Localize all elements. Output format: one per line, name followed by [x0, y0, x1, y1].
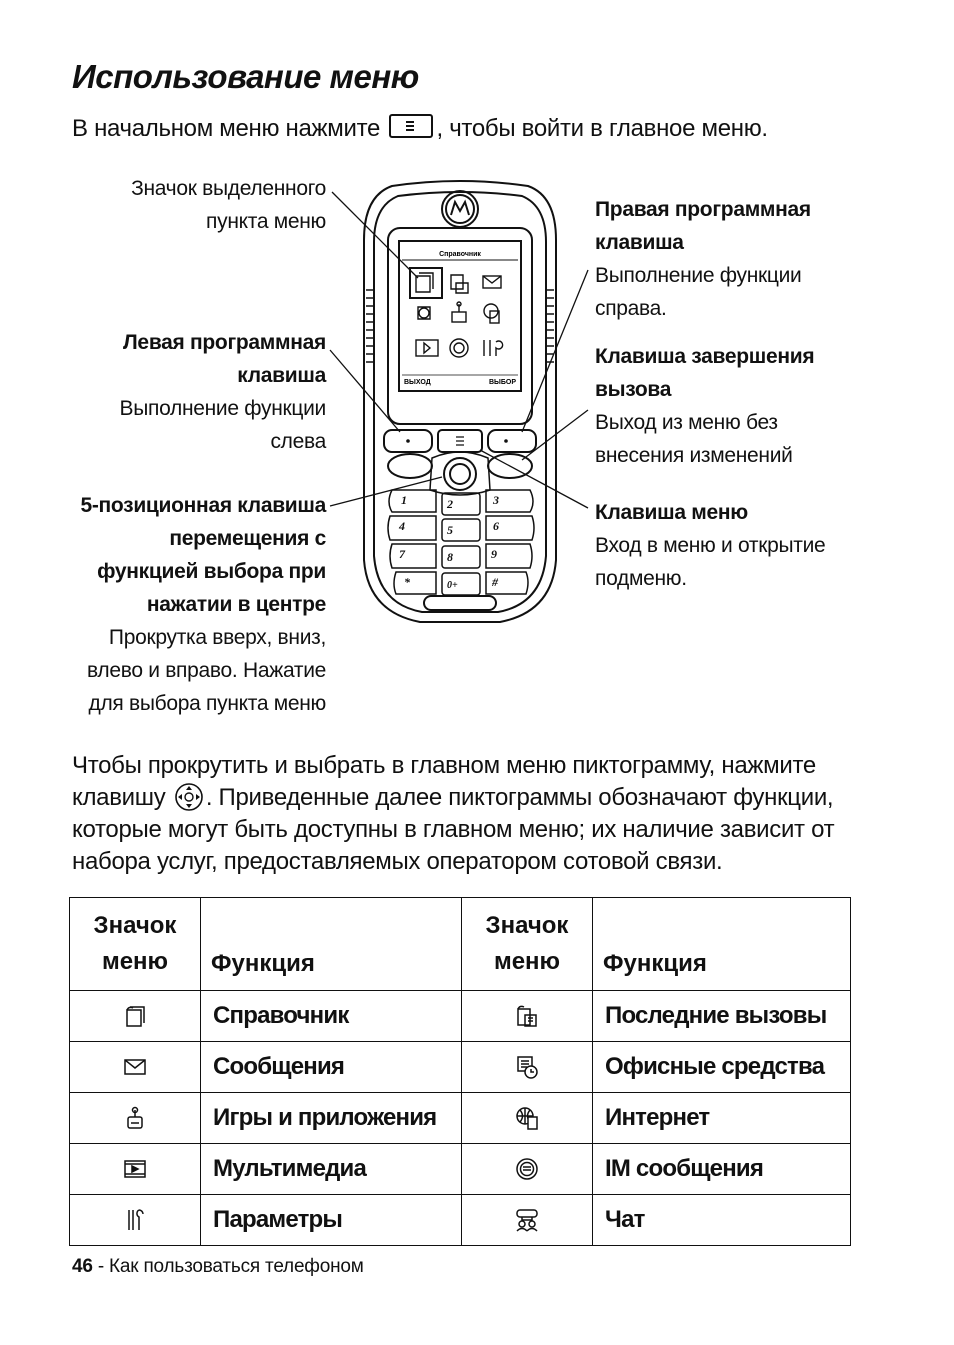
function-recent-calls: Последние вызовы [593, 991, 851, 1042]
joystick-icon [122, 1105, 148, 1131]
nav-key-icon [174, 782, 204, 812]
callout-nav-d1: Прокрутка вверх, вниз, [108, 626, 326, 649]
key-hash: # [492, 575, 498, 589]
body-paragraph [72, 750, 862, 878]
callout-end [595, 340, 895, 472]
key-4: 4 [399, 519, 405, 533]
phonebook-icon [122, 1003, 148, 1029]
callout-end-d2: внесения изменений [595, 444, 793, 467]
page-number: 46 [72, 1256, 93, 1277]
table-row [70, 1144, 851, 1195]
screen-left-soft: ВЫХОД [404, 379, 431, 386]
function-office-tools: Офисные средства [593, 1042, 851, 1093]
table-row [70, 1195, 851, 1246]
callout-left-soft-d2: слева [270, 430, 326, 453]
callout-nav-t3: функцией выбора при [97, 560, 326, 583]
page-footer [72, 1256, 364, 1278]
callout-right-soft-d1: Выполнение функции [595, 264, 802, 287]
para-line-2 [72, 782, 862, 814]
im-icon [514, 1156, 540, 1182]
key-5: 5 [447, 523, 453, 537]
screen-right-soft: ВЫБОР [488, 379, 516, 386]
function-settings: Параметры [201, 1195, 462, 1246]
callout-right-soft-t1: Правая программная [595, 198, 811, 221]
callout-left-soft [60, 326, 326, 458]
callout-end-t1: Клавиша завершения [595, 345, 815, 368]
callout-end-d1: Выход из меню без [595, 411, 778, 434]
callout-left-soft-d1: Выполнение функции [119, 397, 326, 420]
intro-after: , чтобы войти в главное меню. [436, 115, 768, 142]
callout-nav [40, 489, 326, 720]
callout-left-soft-t1: Левая программная [123, 331, 326, 354]
callout-right-soft [595, 193, 895, 325]
header-icon-2-l1: Значок [485, 912, 569, 939]
callout-end-t2: вызова [595, 378, 672, 401]
callout-menu-key [595, 496, 895, 595]
menu-icons-table [69, 897, 851, 1246]
para-line-3: которые могут быть доступны в главном меню; их наличие зависит от [72, 816, 835, 843]
key-1: 1 [401, 493, 407, 507]
callout-highlighted-l1: Значок выделенного [131, 177, 326, 200]
function-phonebook: Справочник [201, 991, 462, 1042]
callout-highlighted-l2: пункта меню [206, 210, 326, 233]
recent-calls-icon [514, 1003, 540, 1029]
header-icon-col-2 [462, 898, 593, 991]
header-icon-2-l2: меню [493, 948, 561, 975]
envelope-icon [122, 1054, 148, 1080]
callout-menu-key-d1: Вход в меню и открытие [595, 534, 826, 557]
key-star: * [404, 575, 410, 589]
key-8: 8 [447, 550, 453, 564]
para-line-2-after: . Приведенные далее пиктограммы обозначают функции, [205, 784, 834, 811]
callout-highlighted [80, 172, 326, 238]
header-function-col-2: Функция [593, 898, 851, 991]
table-row [70, 991, 851, 1042]
function-chat: Чат [593, 1195, 851, 1246]
function-im: IM сообщения [593, 1144, 851, 1195]
key-0: 0+ [447, 580, 458, 591]
table-row [70, 1042, 851, 1093]
para-line-1: Чтобы прокрутить и выбрать в главном меню пиктограмму, нажмите [72, 752, 816, 779]
tools-icon [122, 1207, 148, 1233]
callout-nav-t2: перемещения с [169, 527, 326, 550]
callout-nav-t1: 5-позиционная клавиша [80, 494, 326, 517]
callout-right-soft-t2: клавиша [595, 231, 684, 254]
function-multimedia: Мультимедиа [201, 1144, 462, 1195]
function-games-apps: Игры и приложения [201, 1093, 462, 1144]
key-7: 7 [399, 547, 405, 561]
function-messages: Сообщения [201, 1042, 462, 1093]
para-line-4: набора услуг, предоставляемых оператором сотовой связи. [72, 848, 723, 875]
callout-right-soft-d2: справа. [595, 297, 667, 320]
callout-nav-d2: влево и вправо. Нажатие [87, 659, 326, 682]
key-6: 6 [493, 519, 499, 533]
header-icon-l2: меню [101, 948, 169, 975]
table-header-row [70, 898, 851, 991]
footer-text: - Как пользоваться телефоном [92, 1256, 364, 1277]
intro-before: В начальном меню нажмите [72, 115, 381, 142]
key-9: 9 [491, 547, 497, 561]
function-internet: Интернет [593, 1093, 851, 1144]
chat-icon [514, 1207, 540, 1233]
key-3: 3 [493, 493, 499, 507]
callout-left-soft-t2: клавиша [237, 364, 326, 387]
key-2: 2 [447, 497, 453, 511]
header-icon-l1: Значок [93, 912, 177, 939]
table-row [70, 1093, 851, 1144]
header-icon-col [70, 898, 201, 991]
film-icon [122, 1156, 148, 1182]
callout-menu-key-t: Клавиша меню [595, 501, 748, 524]
callout-nav-t4: нажатии в центре [146, 593, 326, 616]
globe-icon [514, 1105, 540, 1131]
callout-nav-d3: для выбора пункта меню [88, 692, 326, 715]
para-line-2-before: клавишу [72, 784, 166, 811]
screen-title: Справочник [439, 251, 481, 258]
header-function-col: Функция [201, 898, 462, 991]
page-title: Использование меню [72, 58, 419, 95]
office-tools-icon [514, 1054, 540, 1080]
callout-menu-key-d2: подменю. [595, 567, 687, 590]
